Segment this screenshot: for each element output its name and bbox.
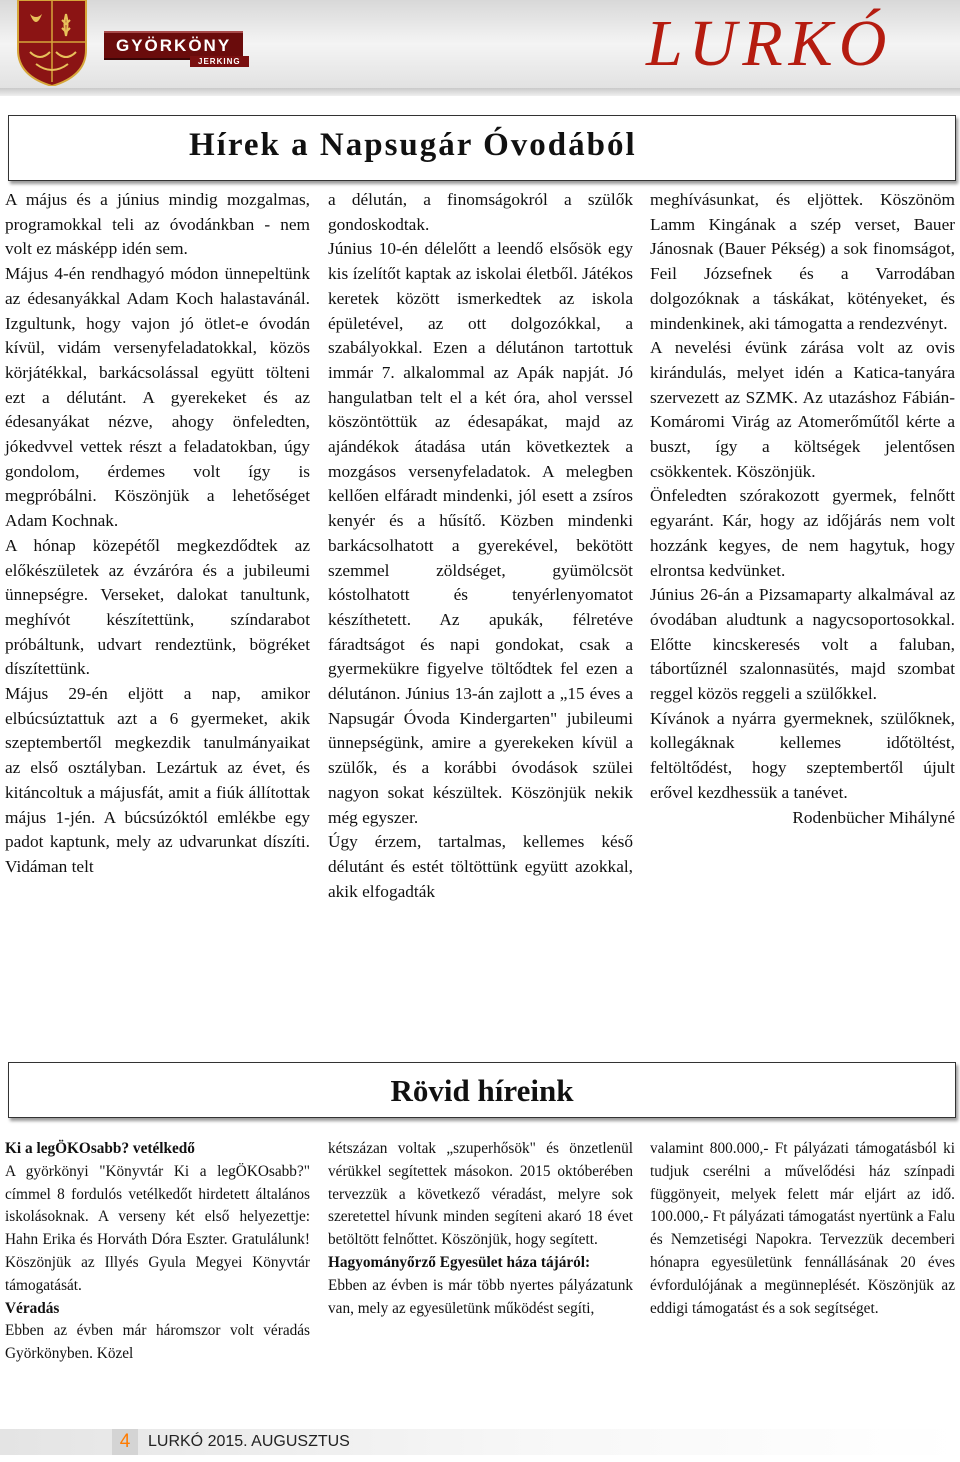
article-column-3 [650, 188, 955, 830]
article-title-box [8, 115, 956, 181]
town-crest-icon [16, 0, 88, 86]
paragraph: A hónap közepétől megkezdődtek az előkészületek az évzáróra és a jubileumi ünnepségre. Verseket, dalokat tanultunk, meghívót készítettünk, színdarabot próbáltunk, udvart rendeztünk, bögréket díszítettünk. [5, 535, 310, 679]
news-heading: Véradás [5, 1299, 60, 1317]
paragraph: Május 29-én eljött a nap, amikor elbúcsúztattuk azt a 6 gyermeket, akik szeptembertől megkezdik tanulmányaikat az első osztályban. Lezártuk az évet, és kitáncoltuk a májusfát, amit a fiúk állítottak május 1-jén. A búcsúzóktól emlékbe egy padot kaptunk, mely az udvarunkat díszíti. Vidáman telt [5, 684, 310, 876]
news-heading: Ki a legÖKOsabb? vetélkedő [5, 1140, 195, 1157]
paragraph: Kívánok a nyárra gyermeknek, szülőknek, kollegáknak kellemes időtöltést, feltöltődést, hogy szeptembertől újult erővel kezdhessük a tanévet. [650, 708, 955, 802]
news-text: A györkönyi "Könyvtár Ki a legÖKOsabb?" címmel 8 fordulós vetélkedőt hirdetett általános iskolásoknak. A verseny két első helyezettje: Hahn Erika és Horváth Dóra Eszter. Gratulálunk! Köszönjük az Illyés Gyula Megyei Könyvtár támogatását. [5, 1162, 310, 1294]
news-text: Ebben az évben is már több nyertes pályázatunk van, mely az egyesületünk működést segíti, [328, 1276, 633, 1317]
article-column-2 [328, 188, 633, 904]
news-column-1 [5, 1138, 310, 1366]
paragraph: Önfeledten szórakozott gyermek, felnőtt egyaránt. Kár, hogy az időjárás nem volt hozzánk kegyes, de nem hagytuk, hogy elrontsa kedvünket. [650, 486, 955, 580]
paragraph: Június 10-én délelőtt a leendő elsősök egy kis ízelítőt kaptak az iskolai életből. Játékos keretek között ismerkedtek az iskola épületével, az ott dolgozókkal, a szabályokkal. Ezen a délutánon tartottuk immár 7. alkalommal az Apák napját. Jó hangulatban telt el a két óra, ahol verssel köszöntöttük az édesapákat, majd az ajándékok átadása után következtek a mozgásos versenyfeladatok. A melegben kellően elfáradt mindenki, jól esett a zsíros kenyér és a hűsítő. Közben mindenki barkácsolhatott a gyerekével, bekötött szemmel zöldséget, gyümölcsöt kóstolhatott és tenyérlenyomatot készíthetett. Az apukák, félretéve fáradtságot és napi gondokat, csak a gyermekükre figyelve töltődtek fel ezen a délutánon. Június 13-án zajlott a „15 éves a Napsugár Óvoda Kindergarten" jubileumi ünnepségünk, amire a gyerekeken kívül a szülők, és a korábbi óvodások szülei nagyon sokat készültek. Köszönjük nekik még egyszer. [328, 239, 633, 827]
news-heading: Hagyományőrző Egyesület háza tájáról: [328, 1253, 591, 1271]
paragraph: A május és a június mindig mozgalmas, programokkal teli az óvodánkban - nem volt ez másképp idén sem. [5, 190, 310, 259]
article-column-1 [5, 188, 310, 880]
news-text: kétszázan voltak „szuperhősök" és önzetlenül vérükkel segítettek másokon. 2015 októberében tervezzük a következő véradást, melyre sok szeretettel hívunk minden segíteni akaró 18 évet betöltött felnőttet. Köszönjük, hogy segített. [328, 1140, 633, 1249]
page-header [0, 0, 960, 95]
paragraph: Május 4-én rendhagyó módon ünnepeltünk az édesanyákkal Adam Koch halastavánál. Izgultunk, hogy vajon jó ötlet-e óvodán kívül, vidám versenyfeladatokkal, közös körjátékkal, barkácsolással együtt tölteni ezt a délutánt. A gyerekeket és az édesanyákat nézve, ahogy önfeledten, jókedvvel vettek részt a feladatokban, úgy gondolom, érdemes volt így is megpróbálni. Köszönjük a lehetőséget Adam Kochnak. [5, 264, 310, 531]
masthead-logo: LURKÓ [646, 7, 893, 80]
news-text: Ebben az évben már háromszor volt véradás Györkönyben. Közel [5, 1322, 310, 1363]
town-name: GYÖRKÖNY [104, 31, 243, 60]
article-signature: Rodenbücher Mihályné [792, 807, 955, 827]
article-title-box [8, 1062, 956, 1118]
article-title: Rövid híreink [390, 1073, 574, 1108]
paragraph: Június 26-án a Pizsamaparty alkalmával az óvodában aludtunk a nagycsoportosokkal. Előtte kincskeresés volt a faluban, tábortűznél szalonnasütés, majd szombat reggel közös reggeli a szülőkkel. [650, 585, 955, 704]
paragraph: a délután, a finomságokról a szülők gondoskodtak. [328, 190, 633, 234]
paragraph: A nevelési évünk zárása volt az ovis kirándulás, melyet idén a Katica-tanyára szervezett az SZMK. Az utazáshoz Fábián-Komáromi Virág az Atomerőműtől kérte a buszt, így a költségek jelentősen csökkentek. Köszönjük. [650, 338, 955, 481]
paragraph: Úgy érzem, tartalmas, kellemes késő délutánt és estét töltöttünk együtt azokkal, akik elfogadták [328, 832, 633, 901]
article-title: Hírek a Napsugár Óvodából [189, 127, 637, 163]
news-text: valamint 800.000,- Ft pályázati támogatásból ki tudjuk cserélni a művelődési ház színpadi függönyeit, melyek felett már eljárt az idő. 100.000,- Ft pályázati támogatást nyertünk a Falu és Nemzetiségi Napokra. Tervezzük decemberi hónapra egyesületünk fennállásának 20 éves évfordulójának a megünneplését. Köszönjük az eddigi támogatást és a sok segítséget. [650, 1140, 955, 1317]
news-column-2 [328, 1138, 633, 1320]
paragraph: meghívásunkat, és eljöttek. Köszönöm Lamm Kingának a szép verset, Bauer Jánosnak (Bauer Pékség) a sok finomságot, Feil Józsefnek és a Varrodában dolgozóknak a táskákat, kötényeket, és mindenkinek, aki támogatta a rendezvényt. [650, 190, 955, 333]
town-subtitle: JERKING [190, 56, 249, 67]
page-number: 4 [112, 1429, 138, 1455]
news-column-3 [650, 1138, 955, 1320]
issue-label: LURKÓ 2015. AUGUSZTUS [148, 1433, 350, 1450]
page-footer [0, 1429, 960, 1455]
